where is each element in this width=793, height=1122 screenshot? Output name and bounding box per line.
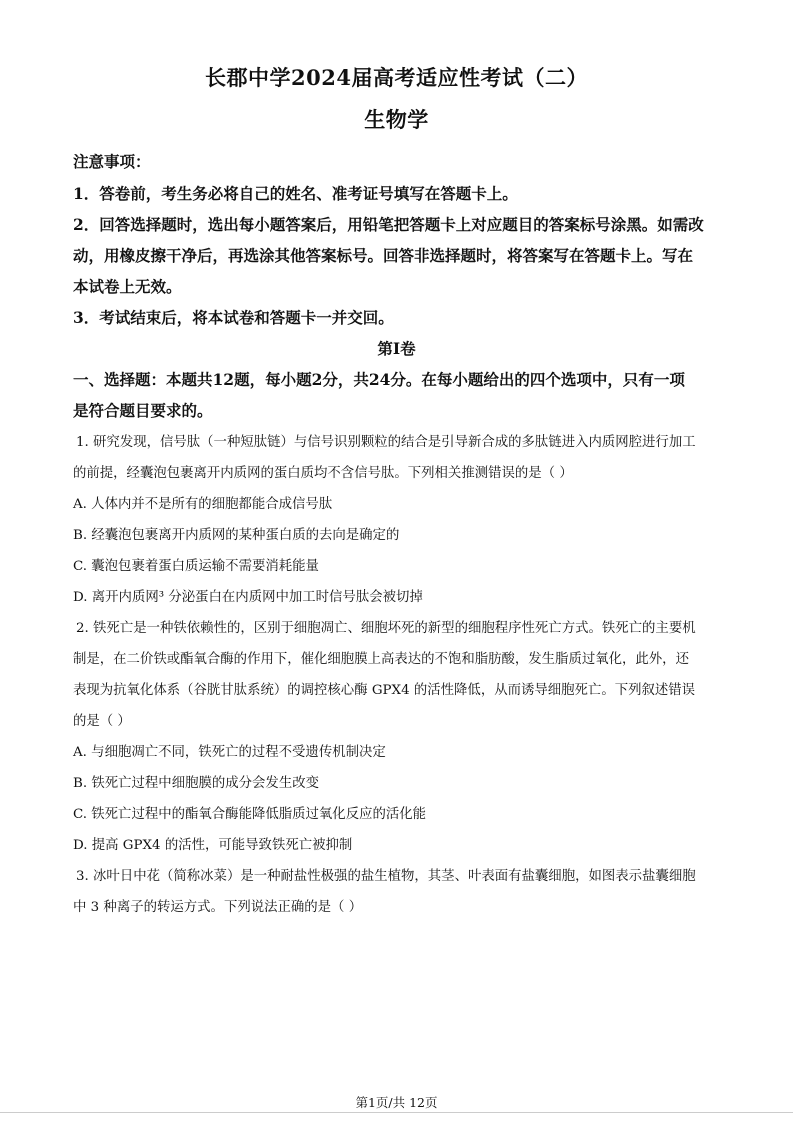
question-1-option-c: C. 囊泡包裹着蛋白质运输不需要消耗能量 xyxy=(73,559,319,574)
question-1-stem: 1. 研究发现，信号肽（一种短肽链）与信号识别颗粒的结合是引导新合成的多肽链进入内质网腔进行加工 xyxy=(76,435,696,450)
question-1-option-b: B. 经囊泡包裹离开内质网的某种蛋白质的去向是确定的 xyxy=(73,528,400,543)
question-3-stem: 3. 冰叶日中花（简称冰菜）是一种耐盐性极强的盐生植物，其茎、叶表面有盐囊细胞，如图表示盐囊细胞 xyxy=(76,869,696,884)
exam-title: 长郡中学2024届高考适应性考试（二） xyxy=(205,65,588,90)
question-1-option-d: D. 离开内质网³ 分泌蛋白在内质网中加工时信号肽会被切掉 xyxy=(73,590,423,605)
question-2-stem: 的是（ ） xyxy=(73,714,131,729)
footer-divider xyxy=(0,1112,793,1113)
notice-item: 动，用橡皮擦干净后，再选涂其他答案标号。回答非选择题时，将答案写在答题卡上。写在 xyxy=(73,246,694,265)
volume-heading: 第I卷 xyxy=(377,339,416,358)
page-number: 第1页/共 12页 xyxy=(355,1095,438,1110)
question-2-option-d: D. 提高 GPX4 的活性，可能导致铁死亡被抑制 xyxy=(73,838,353,853)
notice-item: 2．回答选择题时，选出每小题答案后，用铅笔把答题卡上对应题目的答案标号涂黑。如需改 xyxy=(73,215,704,234)
notice-item: 1．答卷前，考生务必将自己的姓名、准考证号填写在答题卡上。 xyxy=(73,184,518,203)
question-2-option-b: B. 铁死亡过程中细胞膜的成分会发生改变 xyxy=(73,776,319,791)
question-3-stem: 中 3 种离子的转运方式。下列说法正确的是（ ） xyxy=(73,900,363,915)
section-instruction: 一、选择题：本题共12题，每小题2分，共24分。在每小题给出的四个选项中，只有一项 xyxy=(73,370,685,389)
question-2-option-c: C. 铁死亡过程中的酯氧合酶能降低脂质过氧化反应的活化能 xyxy=(73,807,427,822)
question-2-stem: 制是，在二价铁或酯氧合酶的作用下，催化细胞膜上高表达的不饱和脂肪酸，发生脂质过氧化，此外，还 xyxy=(73,652,689,667)
question-2-stem: 表现为抗氧化体系（谷胱甘肽系统）的调控核心酶 GPX4 的活性降低，从而诱导细胞死亡。下列叙述错误 xyxy=(73,683,696,698)
notice-item: 本试卷上无效。 xyxy=(73,277,182,296)
question-1-stem: 的前提，经囊泡包裹离开内质网的蛋白质均不含信号肽。下列相关推测错误的是（ ） xyxy=(73,466,573,481)
question-2-stem: 2. 铁死亡是一种铁依赖性的，区别于细胞凋亡、细胞坏死的新型的细胞程序性死亡方式。铁死亡的主要机 xyxy=(76,621,696,636)
notice-heading: 注意事项： xyxy=(73,152,151,171)
subject-title: 生物学 xyxy=(364,107,429,132)
notice-item: 3．考试结束后，将本试卷和答题卡一并交回。 xyxy=(73,308,394,327)
section-instruction: 是符合题目要求的。 xyxy=(73,401,213,420)
figure-placeholder xyxy=(73,920,723,1070)
question-2-option-a: A. 与细胞凋亡不同，铁死亡的过程不受遗传机制决定 xyxy=(73,745,386,760)
question-1-option-a: A. 人体内并不是所有的细胞都能合成信号肽 xyxy=(73,497,333,512)
